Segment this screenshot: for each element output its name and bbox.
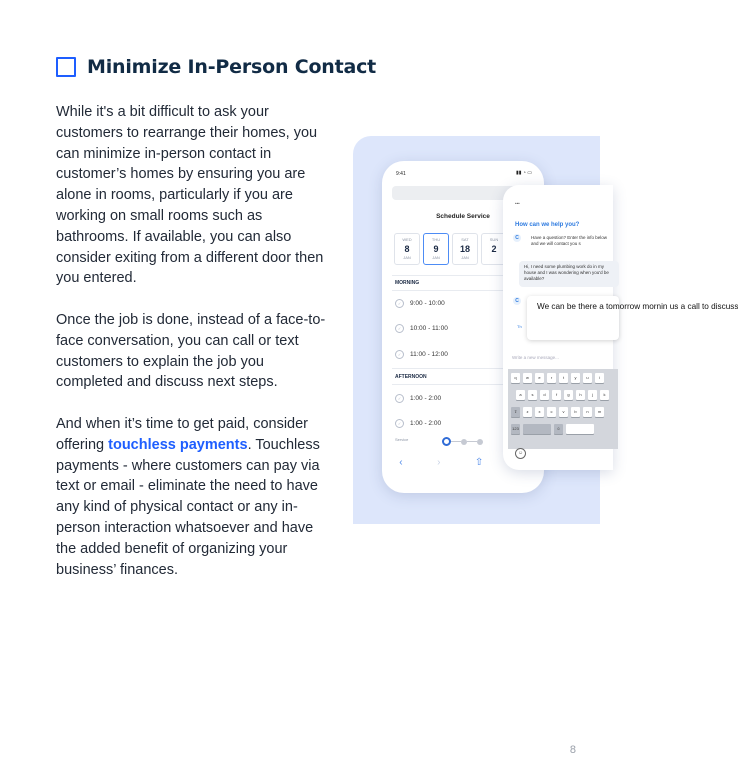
day-month: JAN [461, 255, 469, 260]
page-number: 8 [569, 744, 576, 756]
time-slot[interactable] [395, 394, 441, 403]
paragraph-2: Once the job is done, instead of a face-to-face conversation, you can call or text customers to explain the job you completed and discuss next steps. [56, 311, 326, 391]
paragraph-1: While it's a bit difficult to ask your customers to rearrange their homes, you can minimize in-person contact in customer’s homes by ensuring you are alone in rooms, particularly if you are working on small rooms such as bathrooms. If available, you can also consider exiting from a different door then you entered. [56, 104, 324, 287]
paragraph-3-start: And when it’s time to get paid, consider offering [56, 415, 309, 453]
key[interactable]: j [588, 390, 597, 400]
touchless-payments-link[interactable]: touchless payments [108, 436, 248, 453]
time-slot[interactable] [395, 299, 445, 308]
pager-dot [477, 439, 483, 445]
key[interactable]: k [600, 390, 609, 400]
pager-label: Service [395, 437, 409, 442]
back-icon[interactable]: ‹ [399, 457, 403, 468]
share-icon[interactable]: ⇧ [474, 457, 484, 468]
day-card-selected[interactable] [423, 233, 449, 265]
space-key[interactable] [566, 424, 594, 434]
small-label: Th [517, 324, 522, 329]
globe-key[interactable] [523, 424, 551, 434]
day-num: 18 [459, 244, 470, 254]
avatar: C [513, 297, 521, 305]
time-slot[interactable] [395, 350, 448, 359]
day-num: 8 [404, 244, 410, 254]
page-title: Minimize In-Person Contact [87, 56, 377, 78]
day-dow: THU [431, 237, 441, 242]
day-month: JAN [403, 255, 411, 260]
pager-line [451, 441, 461, 442]
key[interactable]: t [559, 373, 568, 383]
day-card[interactable] [394, 233, 420, 265]
pager-dot-active [442, 437, 451, 446]
day-num: 9 [433, 244, 439, 254]
key[interactable]: f [552, 390, 561, 400]
key[interactable]: s [528, 390, 537, 400]
slot-label: 1:00 - 2:00 [410, 420, 442, 427]
paragraph-3-end: . Touchless payments - where customers can pay via text or email - eliminate the need to have any kind of physical contact or any in-person interaction whatsoever and have the added benefit of organizing your business’ finances. [56, 436, 320, 578]
emoji-key[interactable]: ☺ [554, 424, 563, 434]
section-heading [56, 56, 376, 78]
morning-label: MORNING [395, 280, 420, 286]
pager[interactable] [442, 437, 483, 446]
key[interactable]: e [535, 373, 544, 383]
key[interactable]: m [595, 407, 604, 417]
afternoon-label: AFTERNOON [395, 374, 427, 380]
paragraph-3 [56, 414, 334, 580]
day-month: JAN [432, 255, 440, 260]
reply-bubble: We can be there a tomorrow mornin us a call to discuss [527, 296, 619, 340]
day-card[interactable] [452, 233, 478, 265]
slot-label: 11:00 - 12:00 [410, 351, 448, 358]
slot-label: 1:00 - 2:00 [410, 395, 442, 402]
message-input[interactable]: Write a new message... [512, 355, 559, 360]
avatar: C [513, 234, 521, 242]
pager-line [467, 441, 477, 442]
check-circle-icon: ✓ [395, 299, 404, 308]
day-num: 2 [491, 244, 497, 254]
key[interactable]: x [535, 407, 544, 417]
day-dow: SAT [461, 237, 469, 242]
more-icon: ••• [515, 201, 520, 206]
keyboard [508, 369, 618, 449]
key[interactable]: n [583, 407, 592, 417]
check-circle-icon: ✓ [395, 324, 404, 333]
day-picker [394, 233, 507, 265]
key[interactable]: i [595, 373, 604, 383]
slot-label: 9:00 - 10:00 [410, 300, 445, 307]
chat-panel [503, 185, 738, 470]
forward-icon[interactable]: › [437, 457, 441, 468]
check-circle-icon: ✓ [395, 394, 404, 403]
body-text [56, 102, 334, 601]
key[interactable]: z [523, 407, 532, 417]
key[interactable]: v [559, 407, 568, 417]
key[interactable]: r [547, 373, 556, 383]
time-slot[interactable] [395, 324, 448, 333]
slot-label: 10:00 - 11:00 [410, 325, 448, 332]
key[interactable]: w [523, 373, 532, 383]
day-dow: WED [402, 237, 412, 242]
numbers-key[interactable]: 123 [511, 424, 520, 434]
day-dow: SUN [489, 237, 499, 242]
emoji-icon[interactable]: ☺ [515, 448, 526, 459]
bot-message: Have a question? Enter the info below and we will contact you s [531, 235, 608, 246]
checkbox-icon[interactable] [56, 57, 76, 77]
key[interactable]: g [564, 390, 573, 400]
key[interactable]: q [511, 373, 520, 383]
key[interactable]: d [540, 390, 549, 400]
shift-key[interactable]: ⇧ [511, 407, 520, 417]
time-slot[interactable] [395, 419, 441, 428]
check-circle-icon: ✓ [395, 419, 404, 428]
schedule-title: Schedule Service [436, 213, 490, 220]
signal-icon: ▮▮ ◔ ▭ [515, 170, 532, 176]
key[interactable]: c [547, 407, 556, 417]
key[interactable]: y [571, 373, 580, 383]
chat-title: How can we help you? [515, 222, 580, 228]
user-message: Hi, I need some plumbing work do in my house and I was wondering when you'd be available? [524, 264, 609, 281]
key[interactable]: a [516, 390, 525, 400]
key[interactable]: h [576, 390, 585, 400]
key[interactable]: u [583, 373, 592, 383]
key[interactable]: b [571, 407, 580, 417]
check-circle-icon: ✓ [395, 350, 404, 359]
phone-time: 9:41 [396, 171, 406, 177]
